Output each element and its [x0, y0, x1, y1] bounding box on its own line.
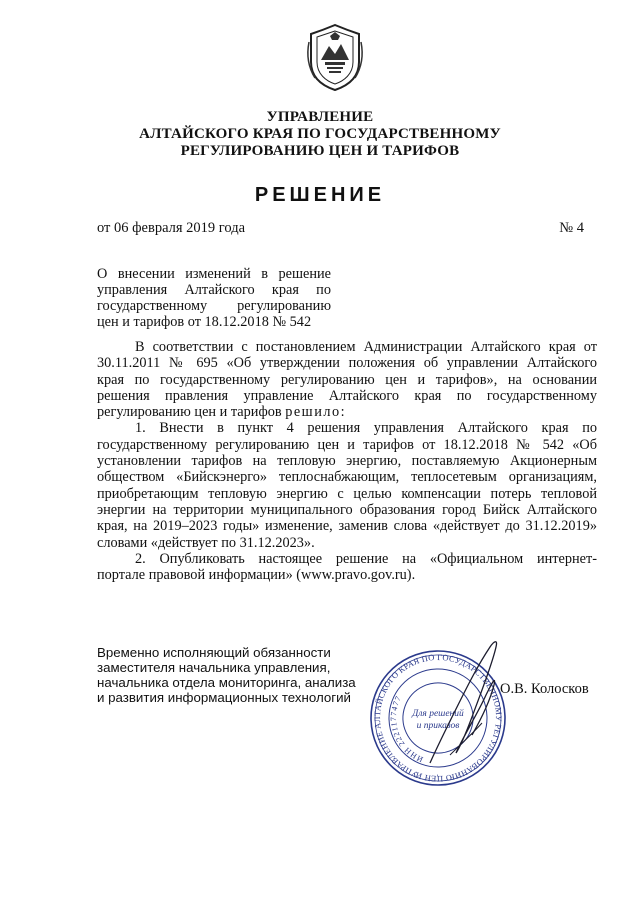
org-name-line-3: РЕГУЛИРОВАНИЮ ЦЕН И ТАРИФОВ	[180, 143, 460, 159]
subject-line: управления Алтайского края по	[97, 282, 331, 298]
body-line: края по государственному регулированию цен и тарифов», на основании	[97, 371, 597, 388]
stamp-ring-text: УПРАВЛЕНИЕ АЛТАЙСКОГО КРАЯ ПО ГОСУДАРСТВЕННОМУ РЕГУЛИРОВАНИЮ ЦЕН И	[371, 651, 505, 785]
signatory-position-line: заместителя начальника управления,	[97, 660, 331, 675]
body-line: В соответствии с постановлением Администрации Алтайского края от	[135, 339, 597, 355]
stamp-center-line-2: и приказов	[416, 721, 460, 731]
stamp-center-line-1: Для решений	[412, 709, 464, 719]
body-line: 1. Внести в пункт 4 решения управления Алтайского края по	[135, 420, 597, 437]
signatory-position-line: начальника отдела мониторинга, анализа	[97, 675, 356, 690]
handwritten-signature	[420, 635, 510, 775]
body-line: установлении тарифов на тепловую энергию, поставляемую Акционерным	[97, 453, 597, 470]
org-name-line-1: УПРАВЛЕНИЕ	[266, 109, 374, 125]
body-line: 30.11.2011 № 695 «Об утверждении положения об управлении Алтайского	[97, 355, 597, 372]
decided-word: решило:	[285, 404, 347, 421]
body-line: обществом «Бийскэнерго» теплоснабжающим, теплосетевым организациям,	[97, 469, 597, 486]
document-body	[97, 339, 597, 583]
body-line: энергии на территории муниципального образования город Бийск Алтайского	[97, 501, 597, 518]
document-number: № 4	[559, 220, 584, 236]
body-line: края, на 2019–2023 годы» изменение, заменив слова «действует до 31.12.2019»	[97, 518, 597, 535]
body-line: словами «действует по 31.12.2023».	[97, 534, 315, 551]
body-line: государственному регулированию цен и тарифов от 18.12.2018 № 542 «Об	[97, 436, 597, 453]
signatory-position-line: и развития информационных технологий	[97, 690, 351, 705]
org-name-line-2: АЛТАЙСКОГО КРАЯ ПО ГОСУДАРСТВЕННОМУ	[139, 126, 501, 142]
coat-of-arms-icon	[303, 22, 367, 92]
signatory-name: О.В. Колосков	[500, 681, 589, 697]
body-line	[97, 404, 597, 420]
document-date: от 06 февраля 2019 года	[97, 220, 246, 236]
body-line: приобретающим тепловую энергию с целью компенсации потерь тепловой	[97, 485, 597, 502]
signatory-position	[97, 645, 367, 705]
document-title: РЕШЕНИЕ	[254, 184, 386, 206]
stamp-inn-text: ИНН 2221177477	[388, 694, 425, 764]
subject-line: О внесении изменений в решение	[97, 266, 331, 282]
signatory-position-line: Временно исполняющий обязанности	[97, 645, 331, 660]
body-line: портале правовой информации» (www.pravo.gov.ru).	[97, 567, 416, 584]
document-subject	[97, 266, 331, 330]
subject-line: государственному регулированию	[97, 298, 331, 314]
body-line-text: регулированию цен и тарифов	[97, 404, 282, 421]
subject-line: цен и тарифов от 18.12.2018 № 542	[97, 314, 312, 330]
body-line: решения правления управление Алтайского края по государственному	[97, 387, 597, 404]
body-line: 2. Опубликовать настоящее решение на «Официальном интернет-	[135, 550, 597, 567]
